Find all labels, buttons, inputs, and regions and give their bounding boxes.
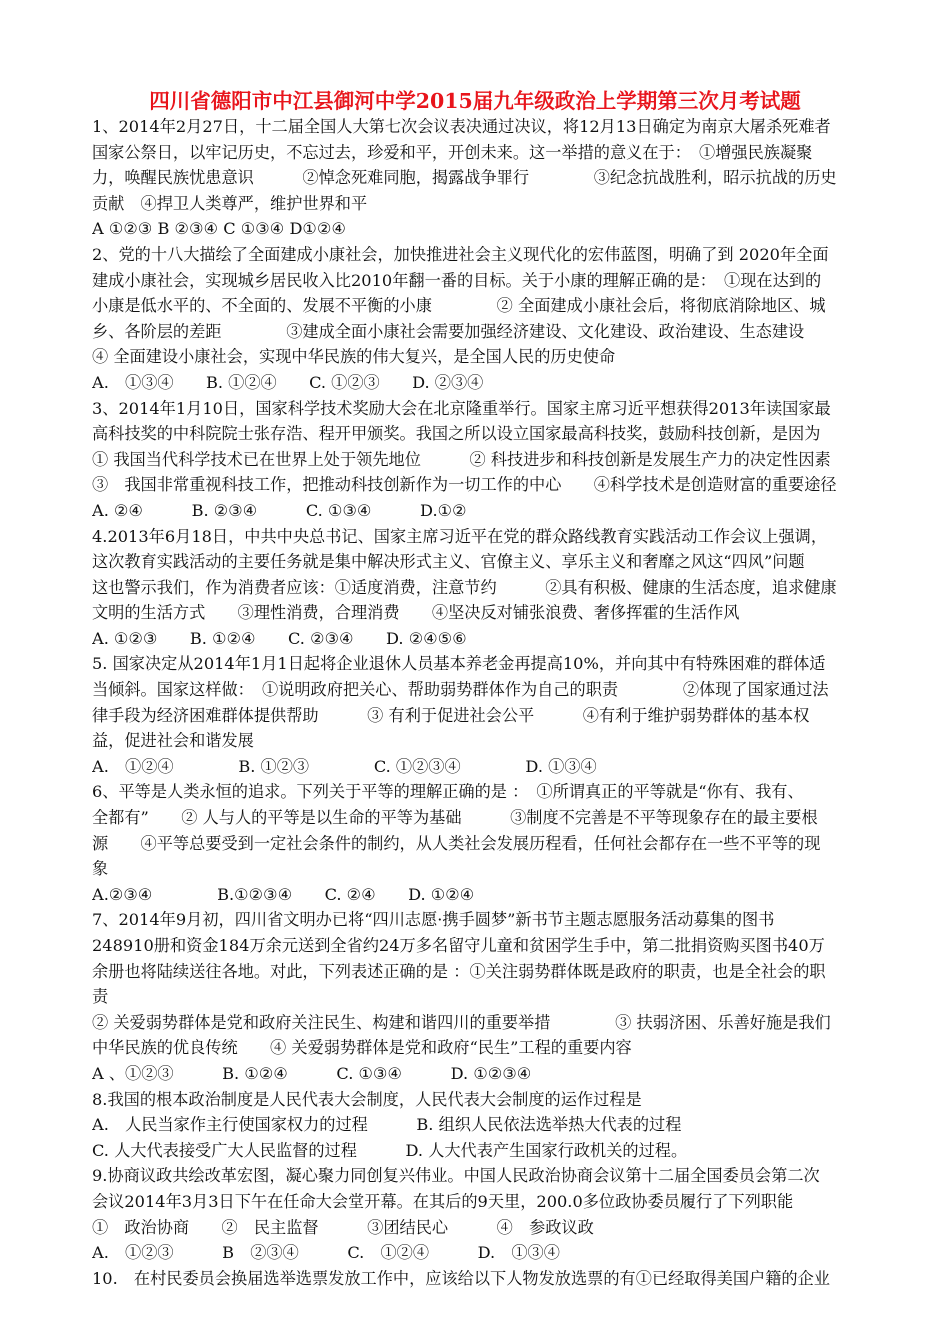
text-line: A.②③④ B.①②③④ C. ②④ D. ①②④	[92, 884, 475, 904]
text-line: 责	[92, 987, 109, 1007]
text-line: ① 政治协商 ② 民主监督 ③团结民心 ④ 参政议政	[92, 1217, 594, 1237]
text-line: 小康是低水平的、不全面的、发展不平衡的小康 ② 全面建成小康社会后，将彻底消除地区、城	[92, 296, 826, 316]
text-line: ④ 全面建设小康社会，实现中华民族的伟大复兴，是全国人民的历史使命	[92, 347, 616, 367]
text-line: 8.我国的根本政治制度是人民代表大会制度，人民代表大会制度的运作过程是	[92, 1089, 642, 1109]
text-line: 乡、各阶层的差距 ③建成全面小康社会需要加强经济建设、文化建设、政治建设、生态建设	[92, 321, 805, 341]
text-line: ② 关爱弱势群体是党和政府关注民生、构建和谐四川的重要举措 ③ 扶弱济困、乐善好施是我们	[92, 1012, 831, 1032]
text-line: 国家公祭日，以牢记历史，不忘过去，珍爱和平，开创未来。这一举措的意义在于： ①增强民族凝聚	[92, 142, 813, 162]
text-line: 全都有” ② 人与人的平等是以生命的平等为基础 ③制度不完善是不平等现象存在的最主要根	[92, 808, 818, 828]
text-line: 9.协商议政共绘改革宏图，凝心聚力同创复兴伟业。中国人民政治协商会议第十二届全国委员会第二次	[92, 1166, 820, 1186]
text-line: A. ②④ B. ②③④ C. ①③④ D.①②	[92, 500, 467, 520]
text-line: ③ 我国非常重视科技工作，把推动科技创新作为一切工作的中心 ④科学技术是创造财富的重要途径	[92, 475, 837, 495]
text-line: 6、平等是人类永恒的追求。下列关于平等的理解正确的是 ： ①所谓真正的平等就是“你有、我有、	[92, 782, 804, 802]
text-line: 4.2013年6月18日，中共中央总书记、国家主席习近平在党的群众路线教育实践活动工作会议上强调，	[92, 526, 828, 546]
text-line: 248910册和资金184万余元送到全省约24万多名留守儿童和贫困学生手中，第二批捐资购买图书40万	[92, 936, 825, 955]
text-line: 高科技奖的中科院院士张存浩、程开甲颁奖。我国之所以设立国家最高科技奖，鼓励科技创新，是因为	[92, 424, 821, 444]
text-line: 会议2014年3月3日下午在任命大会堂开幕。在其后的9天里，200.0多位政协委员履行了下列职能	[92, 1191, 794, 1211]
text-line: 当倾斜。国家这样做： ①说明政府把关心、帮助弱势群体作为自己的职责 ②体现了国家通过法	[92, 680, 829, 700]
text-line: ① 我国当代科学技术已在世界上处于领先地位 ② 科技进步和科技创新是发展生产力的决定性因素	[92, 449, 831, 469]
text-line: A 、①②③ B. ①②④ C. ①③④ D. ①②③④	[92, 1063, 532, 1083]
text-line: A. ①②③ B ②③④ C. ①②④ D. ①③④	[92, 1243, 560, 1263]
text-line: 象	[92, 859, 109, 879]
text-line: A. ①②④ B. ①②③ C. ①②③④ D. ①③④	[92, 756, 597, 776]
document-body	[92, 114, 858, 1291]
text-line: 力，唤醒民族忧患意识 ②悼念死难同胞，揭露战争罪行 ③纪念抗战胜利，昭示抗战的历史	[92, 168, 837, 188]
text-line: 这次教育实践活动的主要任务就是集中解决形式主义、官僚主义、享乐主义和奢靡之风这“四风”问题	[92, 552, 805, 572]
text-line: 益，促进社会和谐发展	[92, 731, 254, 751]
text-line: 文明的生活方式 ③理性消费，合理消费 ④坚决反对铺张浪费、奢侈挥霍的生活作风	[92, 603, 740, 623]
document-title: 四川省德阳市中江县御河中学2015届九年级政治上学期第三次月考试题	[149, 89, 801, 113]
text-line: A. 人民当家作主行使国家权力的过程 B. 组织人民依法选举热大代表的过程	[92, 1115, 682, 1135]
text-line: A ①②③ B ②③④ C ①③④ D①②④	[92, 219, 346, 239]
text-line: A. ①②③ B. ①②④ C. ②③④ D. ②④⑤⑥	[92, 628, 467, 648]
text-line: 余册也将陆续送往各地。对此，下列表述正确的是 ：①关注弱势群体既是政府的职责，也是全社会的职	[92, 961, 826, 981]
text-line: 10. 在村民委员会换届选举选票发放工作中，应该给以下人物发放选票的有①已经取得美国户籍的企业	[92, 1268, 830, 1288]
text-line: 3、2014年1月10日，国家科学技术奖励大会在北京隆重举行。国家主席习近平想获得2013年读国家最	[92, 398, 831, 418]
text-line: 贡献 ④捍卫人类尊严，维护世界和平	[92, 193, 368, 213]
text-line: 7、2014年9月初，四川省文明办已将“四川志愿·携手圆梦”新书节主题志愿服务活动募集的图书	[92, 910, 775, 930]
text-line: 5. 国家决定从2014年1月1日起将企业退休人员基本养老金再提高10%，并向其中有特殊困难的群体适	[92, 654, 826, 674]
text-line: 1、2014年2月27日，十二届全国人大第七次会议表决通过决议，将12月13日确定为南京大屠杀死难者	[92, 117, 831, 136]
text-line: C. 人大代表接受广大人民监督的过程 D. 人大代表产生国家行政机关的过程。	[92, 1140, 688, 1160]
text-line: 建成小康社会，实现城乡居民收入比2010年翻一番的目标。关于小康的理解正确的是： ①现在达到的	[92, 270, 822, 290]
text-line: 律手段为经济困难群体提供帮助 ③ 有利于促进社会公平 ④有利于维护弱势群体的基本权	[92, 705, 810, 725]
text-line: 这也警示我们，作为消费者应该：①适度消费，注意节约 ②具有积极、健康的生活态度，追求健康	[92, 577, 837, 597]
text-line: 中华民族的优良传统 ④ 关爱弱势群体是党和政府“民生”工程的重要内容	[92, 1038, 632, 1058]
text-line: A. ①③④ B. ①②④ C. ①②③ D. ②③④	[92, 372, 484, 392]
text-line: 源 ④平等总要受到一定社会条件的制约，从人类社会发展历程看，任何社会都存在一些不平等的现	[92, 833, 821, 853]
text-line: 2、党的十八大描绘了全面建成小康社会，加快推进社会主义现代化的宏伟蓝图，明确了到 2020年全面	[92, 244, 829, 264]
